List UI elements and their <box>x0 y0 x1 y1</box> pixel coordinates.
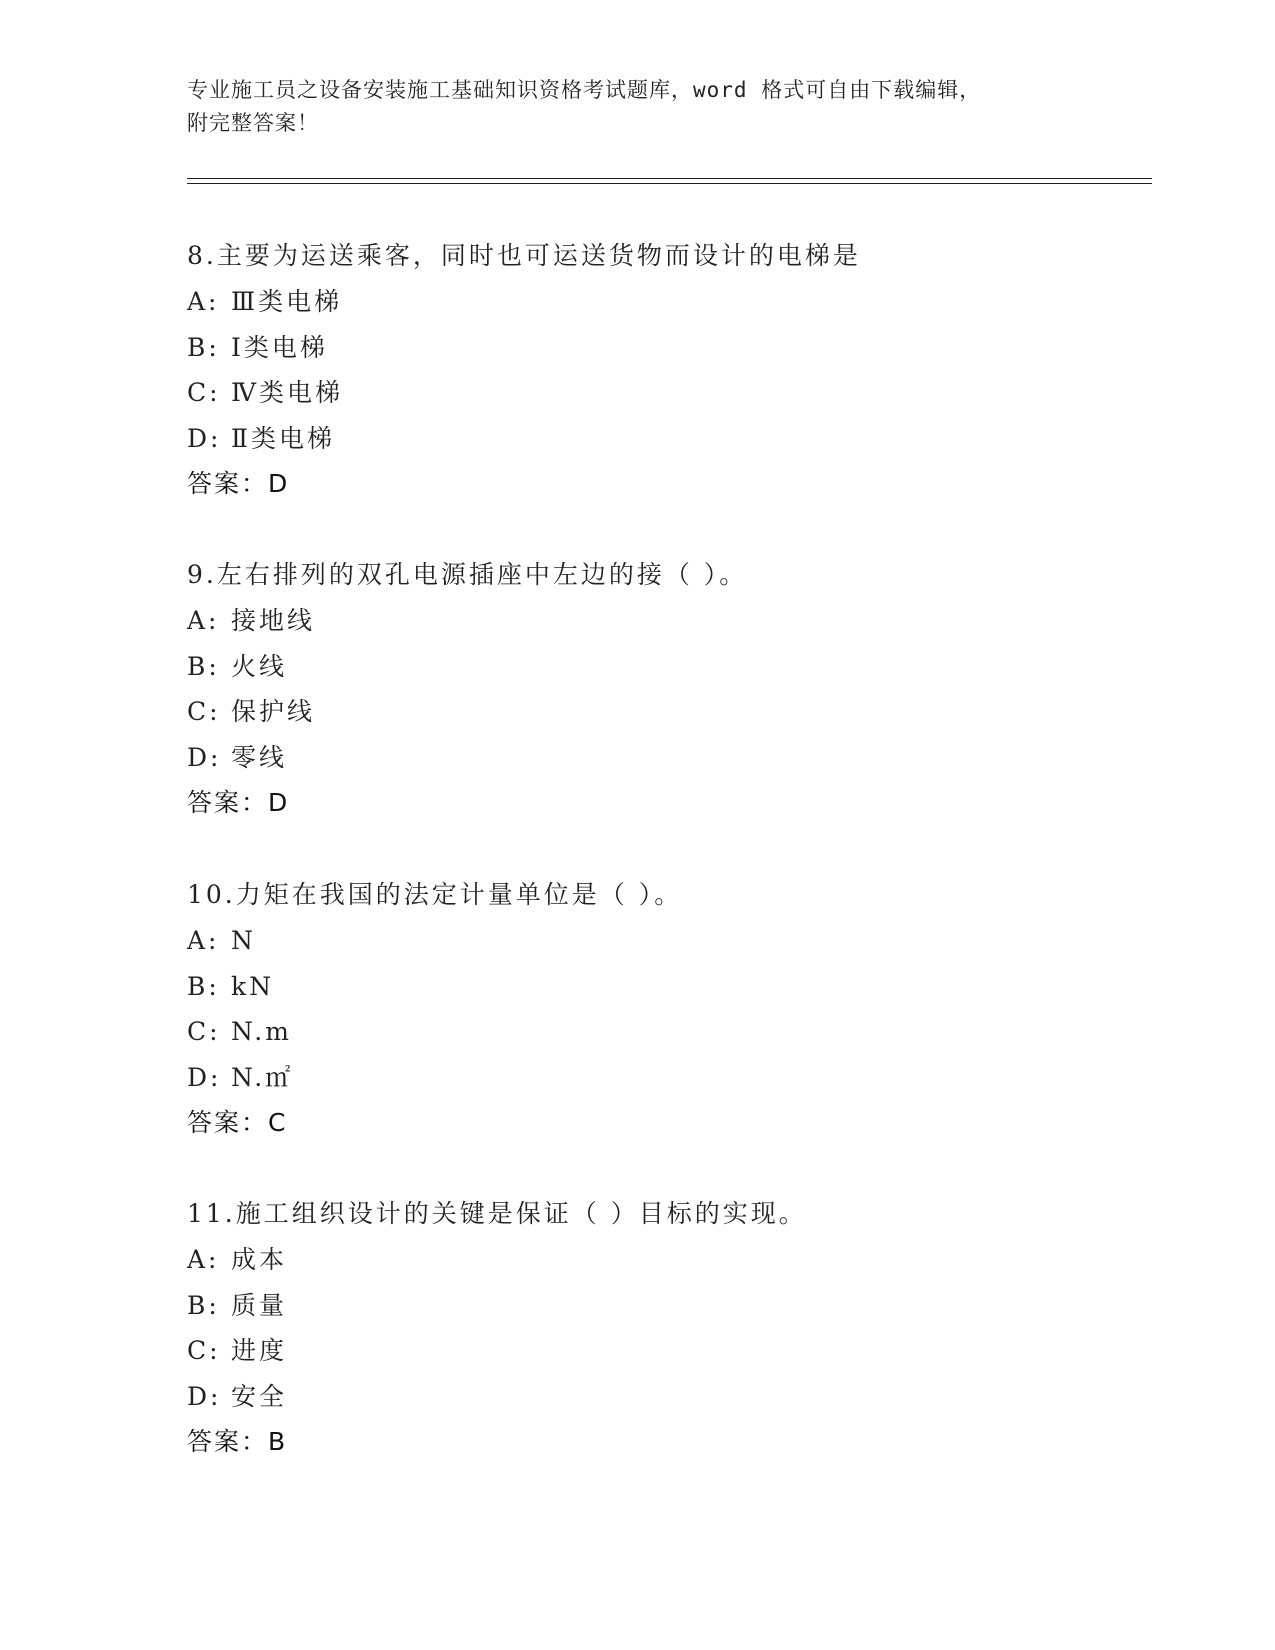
option-d <box>187 735 1087 781</box>
option-letter: A: <box>187 1245 220 1274</box>
question-block-11 <box>187 1191 1087 1465</box>
question-block-8 <box>187 233 1087 507</box>
option-letter: B: <box>187 332 220 362</box>
option-c <box>187 370 1087 416</box>
option-text: 进度 <box>231 1336 288 1365</box>
option-d <box>187 1374 1087 1420</box>
option-c <box>187 1009 1087 1055</box>
option-a <box>187 279 1087 325</box>
option-text: 零线 <box>231 742 288 772</box>
question-title: 11.施工组织设计的关键是保证（ ）目标的实现。 <box>187 1199 807 1228</box>
option-text: 安全 <box>231 1381 288 1411</box>
option-text: kN <box>231 971 275 1001</box>
question-block-9 <box>187 552 1087 826</box>
option-letter: A: <box>187 287 220 316</box>
option-text: Ⅳ类电梯 <box>231 378 343 407</box>
option-letter: B: <box>187 971 220 1001</box>
option-letter: A: <box>187 606 220 635</box>
option-text: Ⅱ类电梯 <box>231 423 335 453</box>
option-text: N.m <box>231 1017 292 1046</box>
header-divider-bottom <box>187 183 1152 184</box>
option-text: 质量 <box>231 1290 288 1320</box>
option-d <box>187 416 1087 462</box>
question-title: 8.主要为运送乘客，同时也可运送货物而设计的电梯是 <box>187 241 861 270</box>
option-letter: C: <box>187 1017 221 1046</box>
option-letter: C: <box>187 1336 221 1365</box>
answer-line: 答案：C <box>187 1108 288 1137</box>
option-text: 保护线 <box>231 697 316 726</box>
option-letter: D: <box>187 742 222 772</box>
option-d <box>187 1055 1087 1101</box>
header-line-1: 专业施工员之设备安装施工基础知识资格考试题库，word 格式可自由下载编辑， <box>187 78 982 102</box>
option-letter: C: <box>187 378 221 407</box>
option-text: N <box>231 926 256 955</box>
option-a <box>187 918 1087 964</box>
header-divider-top <box>187 178 1152 179</box>
option-text: Ⅰ类电梯 <box>231 332 328 362</box>
option-b <box>187 964 1087 1010</box>
option-letter: C: <box>187 697 221 726</box>
question-block-10 <box>187 872 1087 1146</box>
option-a <box>187 598 1087 644</box>
option-text: N.㎡ <box>231 1062 294 1092</box>
answer-line: 答案：D <box>187 469 290 498</box>
option-letter: D: <box>187 1062 222 1092</box>
option-text: 成本 <box>231 1245 288 1274</box>
option-letter: B: <box>187 651 220 681</box>
header-line-2: 附完整答案！ <box>187 111 319 135</box>
option-b <box>187 325 1087 371</box>
answer-line: 答案：B <box>187 1427 288 1456</box>
question-title: 9.左右排列的双孔电源插座中左边的接（ ）。 <box>187 560 748 589</box>
answer-line: 答案：D <box>187 788 290 817</box>
question-title: 10.力矩在我国的法定计量单位是（ ）。 <box>187 880 683 909</box>
option-letter: A: <box>187 926 220 955</box>
option-letter: D: <box>187 423 222 453</box>
option-letter: B: <box>187 1290 220 1320</box>
option-text: Ⅲ类电梯 <box>231 287 343 316</box>
option-a <box>187 1237 1087 1283</box>
option-letter: D: <box>187 1381 222 1411</box>
option-c <box>187 689 1087 735</box>
option-c <box>187 1328 1087 1374</box>
option-text: 火线 <box>231 651 288 681</box>
document-header <box>187 74 1067 140</box>
option-b <box>187 1283 1087 1329</box>
option-text: 接地线 <box>231 606 316 635</box>
option-b <box>187 644 1087 690</box>
